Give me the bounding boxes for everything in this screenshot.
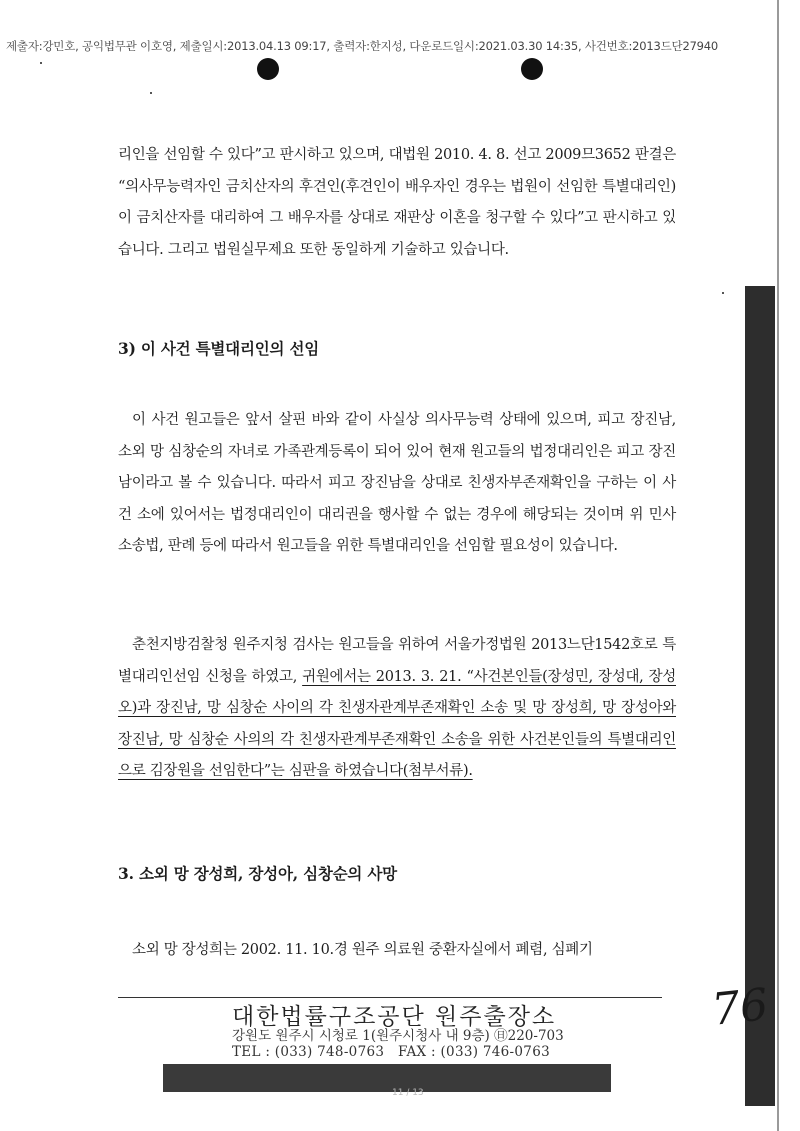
- paragraph-court-precedent: 리인을 선임할 수 있다”고 판시하고 있으며, 대법원 2010. 4. 8. 선고 2009므3652 판결은 “의사무능력자인 금치산자의 후견인(후견인이 배우자인 경우는 법원이 선임한 특별대리인)이 금치산자를 대리하여 그 배우자를 상대로 재판상 이혼을 청구할 수 있다”고 판시하고 있습니다. 그리고 법원실무제요 또한 동일하게 기술하고 있습니다.: [118, 147, 676, 258]
- section-heading-deaths: 3. 소외 망 장성희, 장성아, 심창순의 사망: [118, 864, 397, 883]
- page-count: 11 / 13: [392, 1088, 424, 1098]
- punch-hole-right: [521, 58, 543, 80]
- footer-phone-fax: TEL : (033) 748-0763 FAX : (033) 746-0763: [232, 1044, 550, 1060]
- paragraph-death-detail: 소외 망 장성희는 2002. 11. 10.경 원주 의료원 중환자실에서 폐렴, 심폐기: [132, 942, 593, 958]
- scan-speck: [40, 62, 42, 64]
- handwritten-page-number: 76: [709, 979, 771, 1036]
- section-heading-special-representative: 3) 이 사건 특별대리인의 선임: [118, 339, 320, 358]
- scan-speck: [150, 92, 152, 94]
- footer-organization: 대한법률구조공단 원주출장소: [232, 1004, 557, 1030]
- footer-address: 강원도 원주시 시청로 1(원주시청사 내 9층) ㊐220-703: [232, 1028, 564, 1044]
- header-submission-info: 제출자:강민호, 공익법무관 이호영, 제출일시:2013.04.13 09:17, 출력자:한지성, 다운로드일시:2021.03.30 14:35, 사건번호:2013드단27940: [6, 39, 719, 53]
- scan-edge-line: [777, 0, 779, 1131]
- scan-speck: [722, 292, 724, 294]
- appointment-text: 춘천지방검찰청 원주지청 검사는 원고들을 위하여 서울가정법원 2013느단1542호로 특별대리인선임 신청을 하였고,: [118, 637, 676, 685]
- appointment-underlined-text: 귀원에서는 2013. 3. 21. “사건본인들(장성민, 장성대, 장성오)과 장진남, 망 심창순 사이의 각 친생자관계부존재확인 소송 및 망 장성희, 망 장성아와 장진남, 망 심창순 사의의 각 친생자관계부존재확인 소송을 위한 사건본인들의 특별대리인으로 김장원을 선임한다”는 심판을 하였습니다(첨부서류).: [118, 668, 676, 779]
- punch-hole-left: [257, 58, 279, 80]
- paragraph-incapacity: 이 사건 원고들은 앞서 살핀 바와 같이 사실상 의사무능력 상태에 있으며, 피고 장진남, 소외 망 심창순의 자녀로 가족관계등록이 되어 있어 현재 원고들의 법정대리인은 피고 장진남이라고 볼 수 있습니다. 따라서 피고 장진남을 상대로 친생자부존재확인을 구하는 이 사건 소에 있어서는 법정대리인이 대리권을 행사할 수 없는 경우에 해당되는 것이며 위 민사소송법, 판례 등에 따라서 원고들을 위한 특별대리인을 선임할 필요성이 있습니다.: [118, 412, 676, 554]
- footer-scan-bar: [163, 1064, 611, 1092]
- paragraph-appointment: [118, 630, 676, 788]
